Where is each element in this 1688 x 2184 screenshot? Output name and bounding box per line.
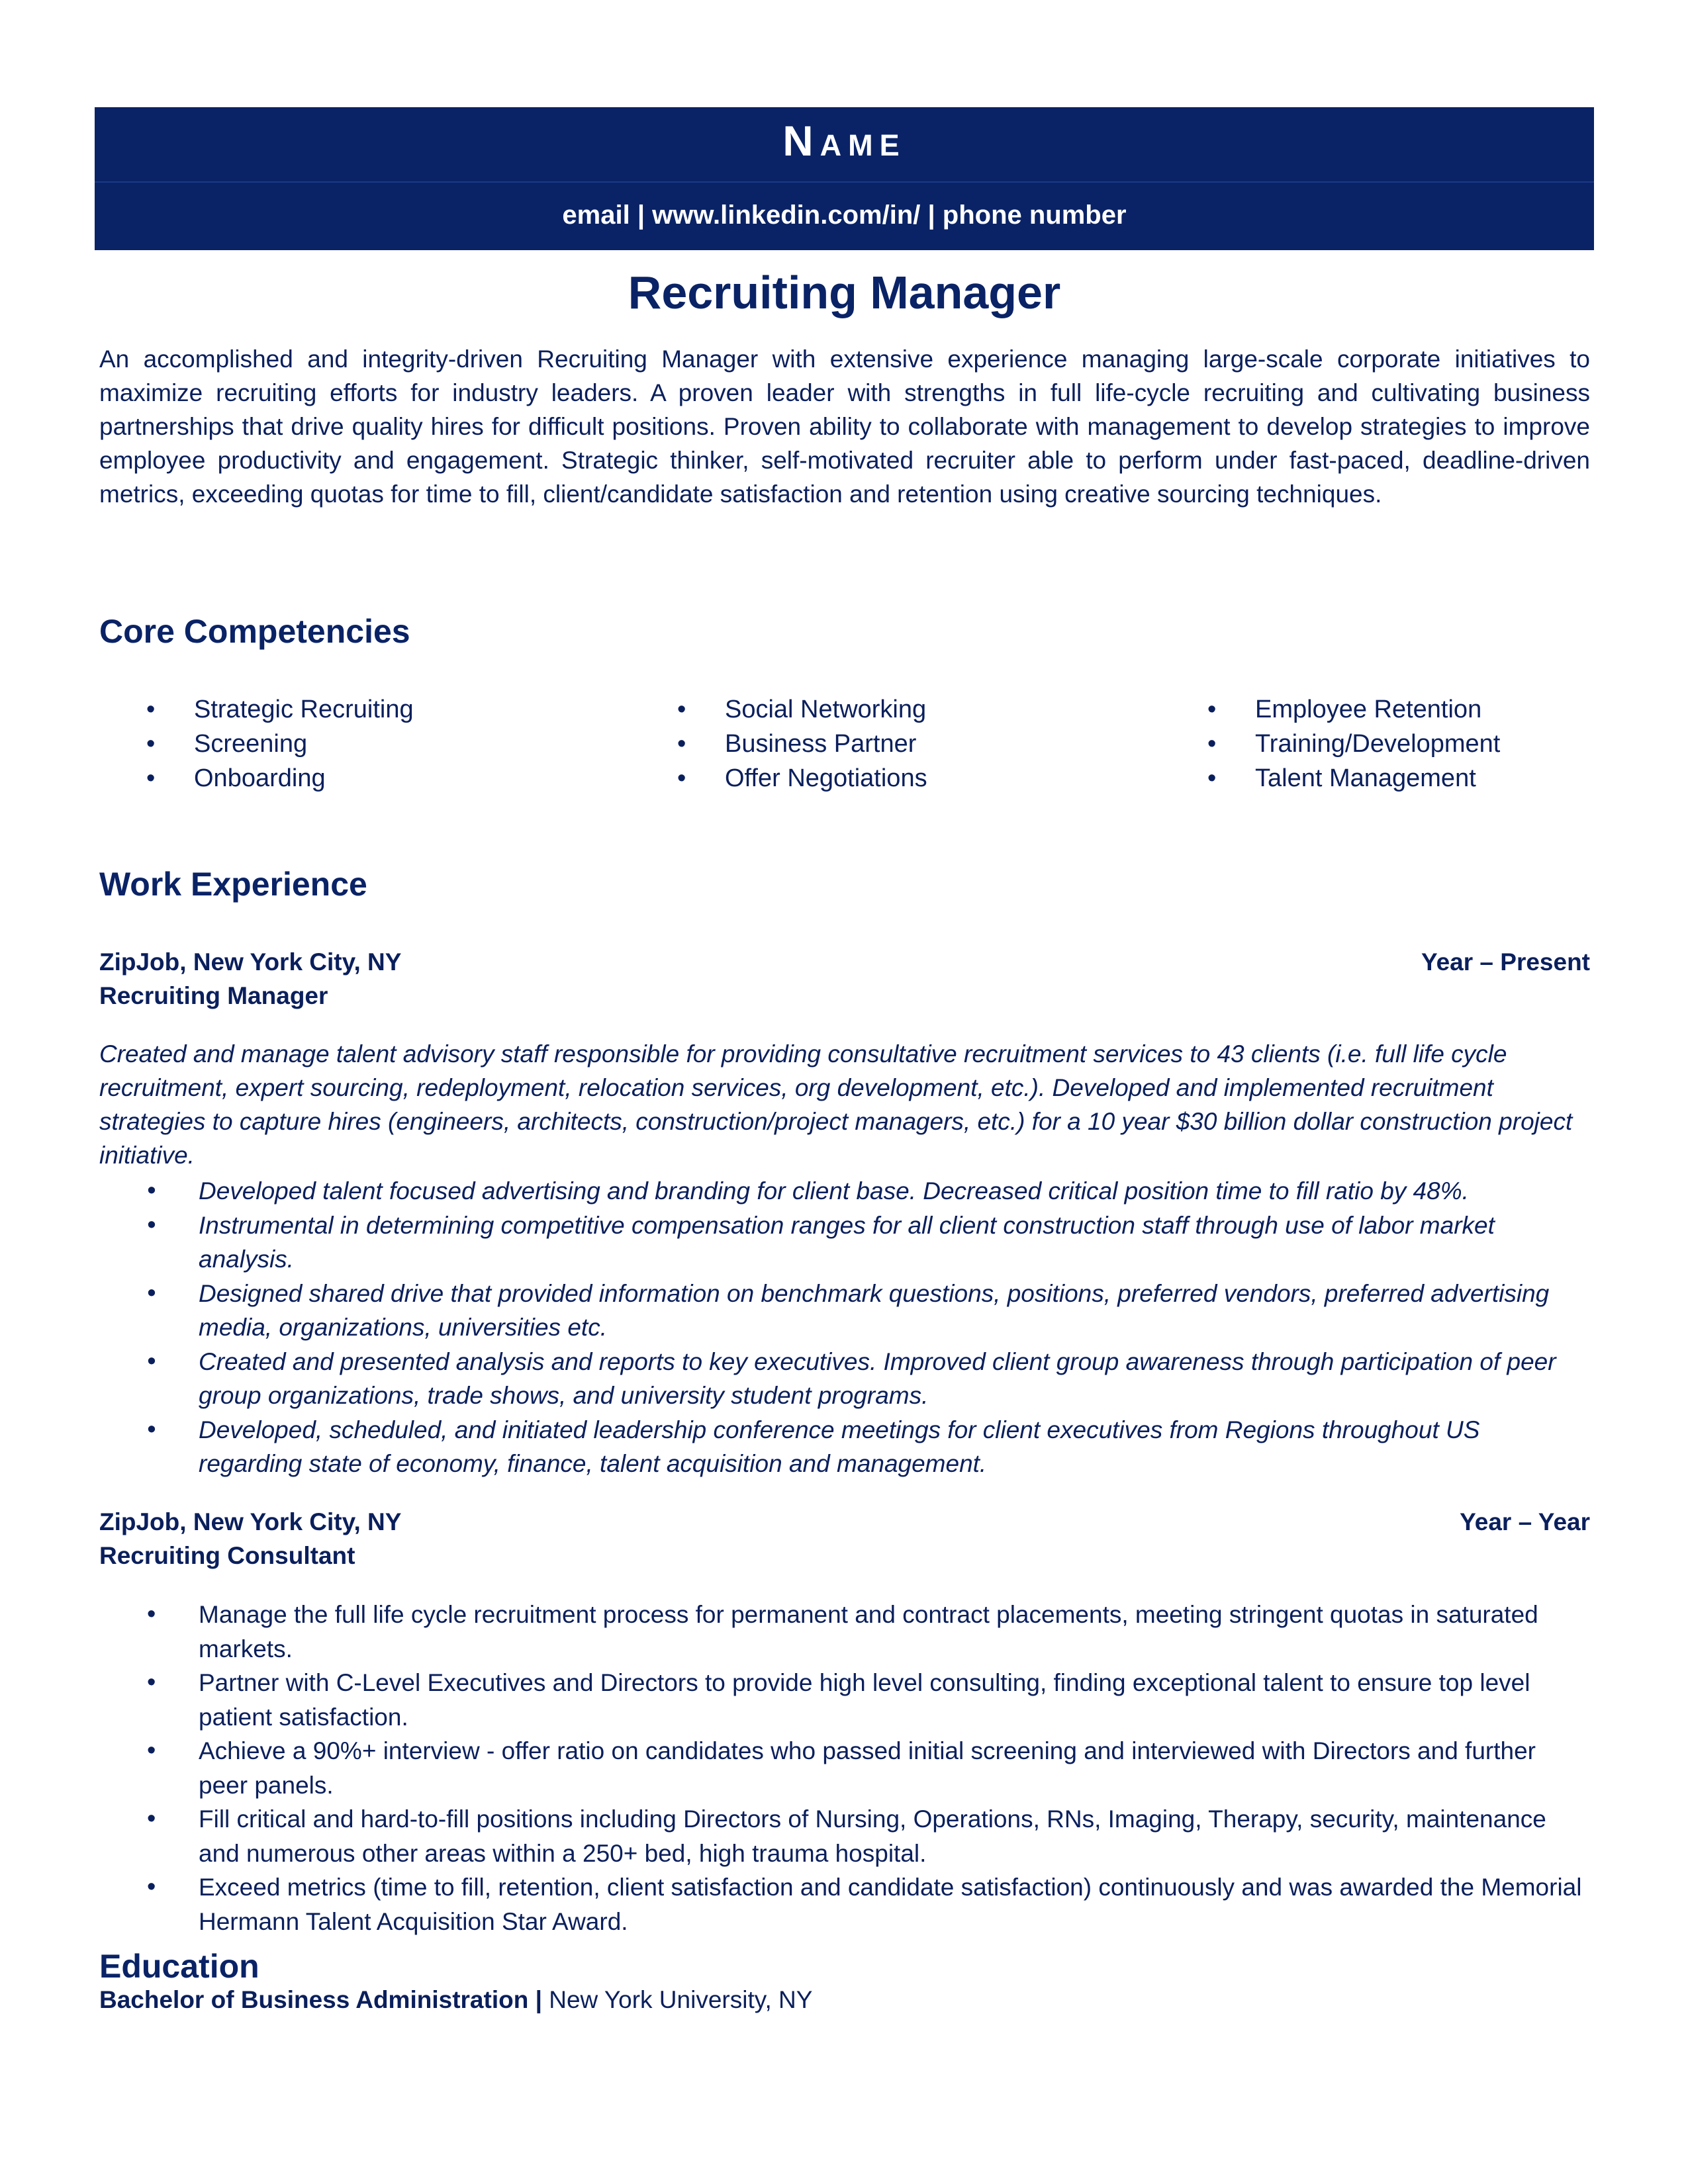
degree-name: Bachelor of Business Administration [99,1986,529,2013]
bullet-icon: • [147,1805,156,1833]
competency-item: • Offer Negotiations [677,761,1154,796]
achievement-item: • Manage the full life cycle recruitment process for permanent and contract placements, meeting stringent quotas in saturated markets. [99,1598,1590,1666]
competency-column-1 [146,692,623,796]
employment-dates: Year – Year [1460,1508,1590,1535]
bullet-icon: • [147,1279,156,1307]
achievement-item: • Instrumental in determining competitive compensation ranges for all client construction staff through use of labor market analysis. [99,1208,1590,1277]
job-role: Recruiting Manager [99,982,328,1009]
competency-item: • Strategic Recruiting [146,692,623,727]
education-entry [99,1983,812,2017]
achievement-item: • Designed shared drive that provided information on benchmark questions, positions, preferred vendors, preferred advertising media, organizations, universities etc. [99,1277,1590,1345]
bullet-icon: • [677,764,686,792]
employment-dates: Year – Present [1421,948,1590,976]
achievement-item: • Exceed metrics (time to fill, retention, client satisfaction and candidate satisfaction) continuously and was awarded the Memorial Hermann Talent Acquisition Star Award. [99,1870,1590,1938]
resume-header [95,107,1594,250]
job-2-achievements [99,1598,1590,1938]
bullet-icon: • [146,696,156,723]
header-divider [95,181,1594,183]
competency-item: • Employee Retention [1207,692,1684,727]
bullet-icon: • [1207,730,1217,758]
school-name: New York University, NY [549,1986,813,2013]
company-name: ZipJob, New York City, NY [99,1508,402,1535]
achievement-item: • Achieve a 90%+ interview - offer ratio on candidates who passed initial screening and interviewed with Directors and further peer panels. [99,1734,1590,1802]
bullet-icon: • [146,730,156,758]
competency-item: • Social Networking [677,692,1154,727]
bullet-icon: • [147,1177,156,1205]
competency-column-3 [1207,692,1684,796]
bullet-icon: • [147,1737,156,1764]
bullet-icon: • [677,730,686,758]
achievement-item: • Created and presented analysis and reports to key executives. Improved client group awareness through participation of peer group organizations, trade shows, and university student programs. [99,1345,1590,1413]
competency-item: • Business Partner [677,727,1154,761]
competency-item: • Talent Management [1207,761,1684,796]
job-1-achievements [99,1174,1590,1481]
candidate-name: Name [782,117,906,165]
achievement-item: • Fill critical and hard-to-fill positions including Directors of Nursing, Operations, RNs, Imaging, Therapy, security, maintenance and numerous other areas within a 250+ bed, high trauma hospital. [99,1802,1590,1870]
education-heading: Education [99,1948,259,1985]
competency-item: • Onboarding [146,761,623,796]
bullet-icon: • [1207,764,1217,792]
contact-line: email | www.linkedin.com/in/ | phone number [562,201,1127,230]
resume-title: Recruiting Manager [628,267,1061,318]
bullet-icon: • [147,1600,156,1628]
achievement-item: • Developed, scheduled, and initiated leadership conference meetings for client executives from Regions throughout US regarding state of economy, finance, talent acquisition and management. [99,1413,1590,1481]
bullet-icon: • [147,1210,156,1239]
bullet-icon: • [147,1415,156,1443]
competency-column-2 [677,692,1154,796]
bullet-icon: • [147,1347,156,1375]
job-description: Created and manage talent advisory staff responsible for providing consultative recruitment services to 43 clients (i.e. full life cycle recruitment, expert sourcing, redeployment, relocation services, org development, etc.). Developed and implemented recruitment strategies to capture hires (engineers, architects, construction/project managers, etc.) for a 10 year $30 billion dollar construction project initiative. [99,1040,1573,1169]
company-name: ZipJob, New York City, NY [99,948,402,976]
professional-summary: An accomplished and integrity-driven Recruiting Manager with extensive experience managing large-scale corporate initiatives to maximize recruiting efforts for industry leaders. A proven leader with strengths in full life-cycle recruiting and cultivating business partnerships that drive quality hires for difficult positions. Proven ability to collaborate with management to develop strategies to improve employee productivity and engagement. Strategic thinker, self-motivated recruiter able to perform under fast-paced, deadline-driven metrics, exceeding quotas for time to fill, client/candidate satisfaction and retention using creative sourcing techniques. [99,345,1590,508]
bullet-icon: • [147,1873,156,1901]
competency-item: • Training/Development [1207,727,1684,761]
core-competencies-heading: Core Competencies [99,613,410,650]
achievement-item: • Partner with C-Level Executives and Directors to provide high level consulting, finding exceptional talent to ensure top level patient satisfaction. [99,1666,1590,1734]
bullet-icon: • [677,696,686,723]
competency-item: • Screening [146,727,623,761]
job-role: Recruiting Consultant [99,1542,355,1569]
bullet-icon: • [1207,696,1217,723]
achievement-item: • Developed talent focused advertising and branding for client base. Decreased critical position time to fill ratio by 48%. [99,1174,1590,1208]
bullet-icon: • [147,1668,156,1696]
degree-separator: | [528,1986,549,2013]
work-experience-heading: Work Experience [99,866,367,903]
bullet-icon: • [146,764,156,792]
